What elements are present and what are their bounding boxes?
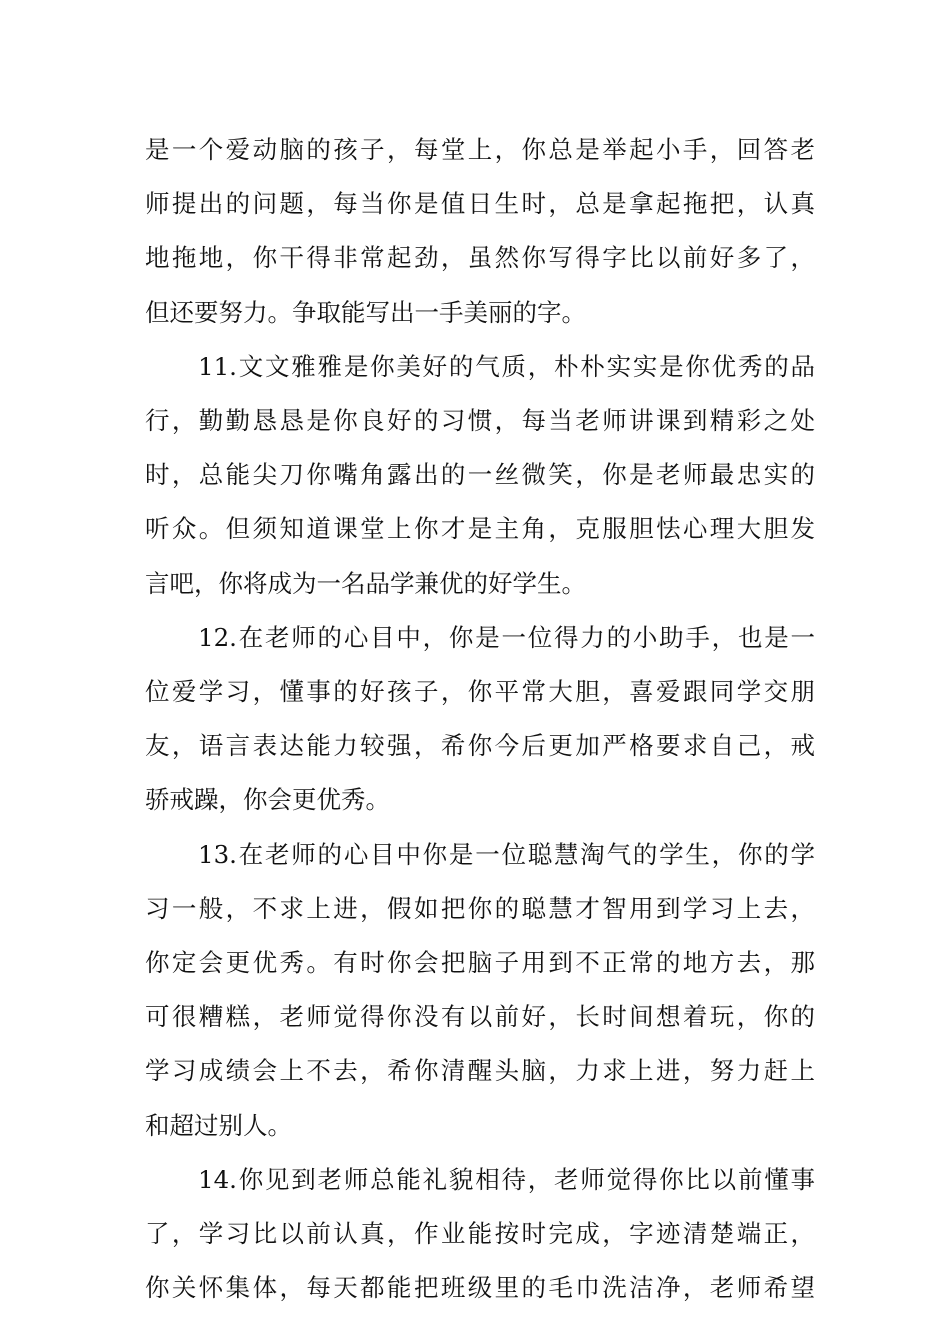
text-line: 了，学习比以前认真，作业能按时完成，字迹清楚端正， [145,1219,815,1248]
text-line: 位爱学习，懂事的好孩子，你平常大胆，喜爱跟同学交朋 [145,677,815,706]
text-line: 12.在老师的心目中，你是一位得力的小助手，也是一 [198,623,815,652]
text-line: 你定会更优秀。有时你会把脑子用到不正常的地方去，那 [145,948,815,977]
text-line: 习一般，不求上进，假如把你的聪慧才智用到学习上去， [145,894,815,923]
text-line: 和超过别人。 [145,1111,292,1140]
text-line: 11.文文雅雅是你美好的气质，朴朴实实是你优秀的品 [198,352,815,381]
text-line: 时，总能尖刀你嘴角露出的一丝微笑，你是老师最忠实的 [145,460,815,489]
text-line: 是一个爱动脑的孩子，每堂上，你总是举起小手，回答老 [145,135,815,164]
text-line: 师提出的问题，每当你是值日生时，总是拿起拖把，认真 [145,189,815,218]
text-line: 但还要努力。争取能写出一手美丽的字。 [145,298,586,327]
text-line: 友，语言表达能力较强，希你今后更加严格要求自己，戒 [145,731,815,760]
text-line: 骄戒躁，你会更优秀。 [145,785,390,814]
text-line: 14.你见到老师总能礼貌相待，老师觉得你比以前懂事 [198,1165,815,1194]
text-line: 言吧，你将成为一名品学兼优的好学生。 [145,569,586,598]
text-line: 听众。但须知道课堂上你才是主角，克服胆怯心理大胆发 [145,514,815,543]
text-line: 你关怀集体，每天都能把班级里的毛巾洗洁净，老师希望 [145,1273,815,1302]
text-line: 地拖地，你干得非常起劲，虽然你写得字比以前好多了， [145,243,815,272]
text-line: 行，勤勤恳恳是你良好的习惯，每当老师讲课到精彩之处 [145,406,815,435]
text-line: 学习成绩会上不去，希你清醒头脑，力求上进，努力赶上 [145,1056,815,1085]
text-line: 可很糟糕，老师觉得你没有以前好，长时间想着玩，你的 [145,1002,815,1031]
text-line: 13.在老师的心目中你是一位聪慧淘气的学生，你的学 [198,840,815,869]
